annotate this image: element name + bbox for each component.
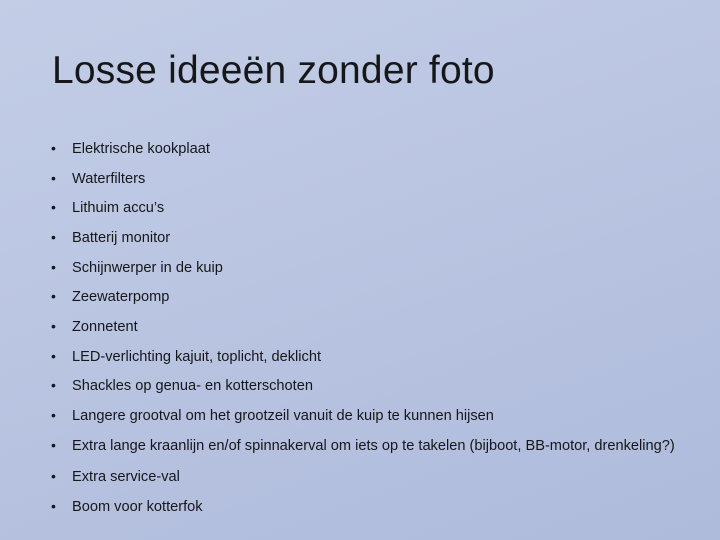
list-item <box>44 229 676 248</box>
bullet-dot-icon: • <box>51 407 56 424</box>
list-item-label: Zeewaterpomp <box>72 289 170 306</box>
list-item-label: Lithuim accu’s <box>72 200 165 217</box>
list-item-label: LED-verlichting kajuit, toplicht, deklicht <box>72 348 322 365</box>
list-item <box>44 199 676 218</box>
list-item-label: Extra lange kraanlijn en/of spinnakerval om iets op te takelen (bijboot, BB-motor, drenkeling?) <box>72 437 675 454</box>
list-item-label: Elektrische kookplaat <box>72 141 210 157</box>
list-item-label: Zonnetent <box>72 319 138 336</box>
list-item <box>44 377 676 396</box>
bullet-dot-icon: • <box>51 140 56 156</box>
list-item-label: Waterfilters <box>72 170 146 187</box>
slide-title: Losse ideeën zonder foto <box>52 49 495 92</box>
bullet-dot-icon: • <box>51 498 56 515</box>
list-item <box>44 498 676 517</box>
list-item <box>44 140 676 159</box>
bullet-dot-icon: • <box>51 199 56 216</box>
list-item-label: Extra service-val <box>72 469 180 486</box>
list-item-label: Batterij monitor <box>72 230 171 247</box>
bullet-dot-icon: • <box>51 347 56 364</box>
list-item-label: Boom voor kotterfok <box>72 499 203 516</box>
bullet-dot-icon: • <box>51 468 56 485</box>
list-item <box>44 170 676 189</box>
list-item <box>44 288 676 307</box>
bullet-list <box>44 140 676 528</box>
bullet-dot-icon: • <box>51 169 56 186</box>
list-item-label: Langere grootval om het grootzeil vanuit de kuip te kunnen hijsen <box>72 408 494 425</box>
bullet-dot-icon: • <box>51 318 56 335</box>
list-item <box>44 318 676 337</box>
list-item <box>44 407 676 426</box>
list-item <box>44 468 676 487</box>
bullet-dot-icon: • <box>51 377 56 394</box>
bullet-dot-icon: • <box>51 288 56 305</box>
list-item <box>44 348 676 367</box>
bullet-dot-icon: • <box>51 436 56 453</box>
list-item <box>44 437 676 456</box>
bullet-dot-icon: • <box>51 229 56 246</box>
list-item <box>44 259 676 278</box>
bullet-dot-icon: • <box>51 258 56 275</box>
list-item-label: Shackles op genua- en kotterschoten <box>72 378 313 395</box>
list-item-label: Schijnwerper in de kuip <box>72 259 223 276</box>
